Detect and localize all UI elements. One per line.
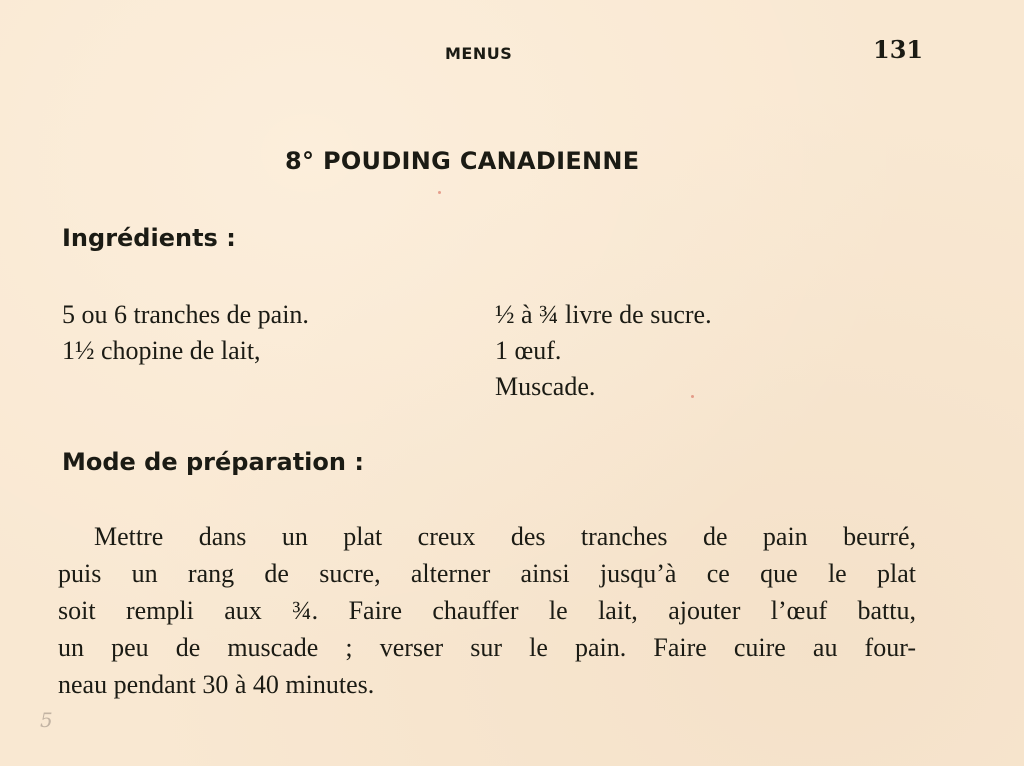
running-head: MENUS [445,44,513,63]
ingredient-item: 5 ou 6 tranches de pain. [62,300,309,329]
ingredient-item: ½ à ¾ livre de sucre. [495,300,712,329]
ingredient-item: 1 œuf. [495,336,562,365]
page-number: 131 [873,35,924,64]
ingredients-heading: Ingrédients : [62,224,236,252]
preparation-line: puis un rang de sucre, alterner ainsi jusqu’à ce que le plat [58,559,916,588]
ingredient-item: 1½ chopine de lait, [62,336,261,365]
preparation-paragraph [58,518,916,703]
preparation-line: Mettre dans un plat creux des tranches de pain beurré, [94,522,916,551]
ingredient-item: Muscade. [495,372,596,401]
margin-pencil-mark: 5 [40,708,53,732]
preparation-line: neau pendant 30 à 40 minutes. [58,670,375,699]
paper-speck [691,395,694,398]
preparation-line: soit rempli aux ¾. Faire chauffer le lait, ajouter l’œuf battu, [58,596,916,625]
paper-speck [438,191,441,194]
preparation-line: un peu de muscade ; verser sur le pain. Faire cuire au four- [58,633,916,662]
recipe-title: 8° POUDING CANADIENNE [285,147,640,175]
preparation-heading: Mode de préparation : [62,448,364,476]
